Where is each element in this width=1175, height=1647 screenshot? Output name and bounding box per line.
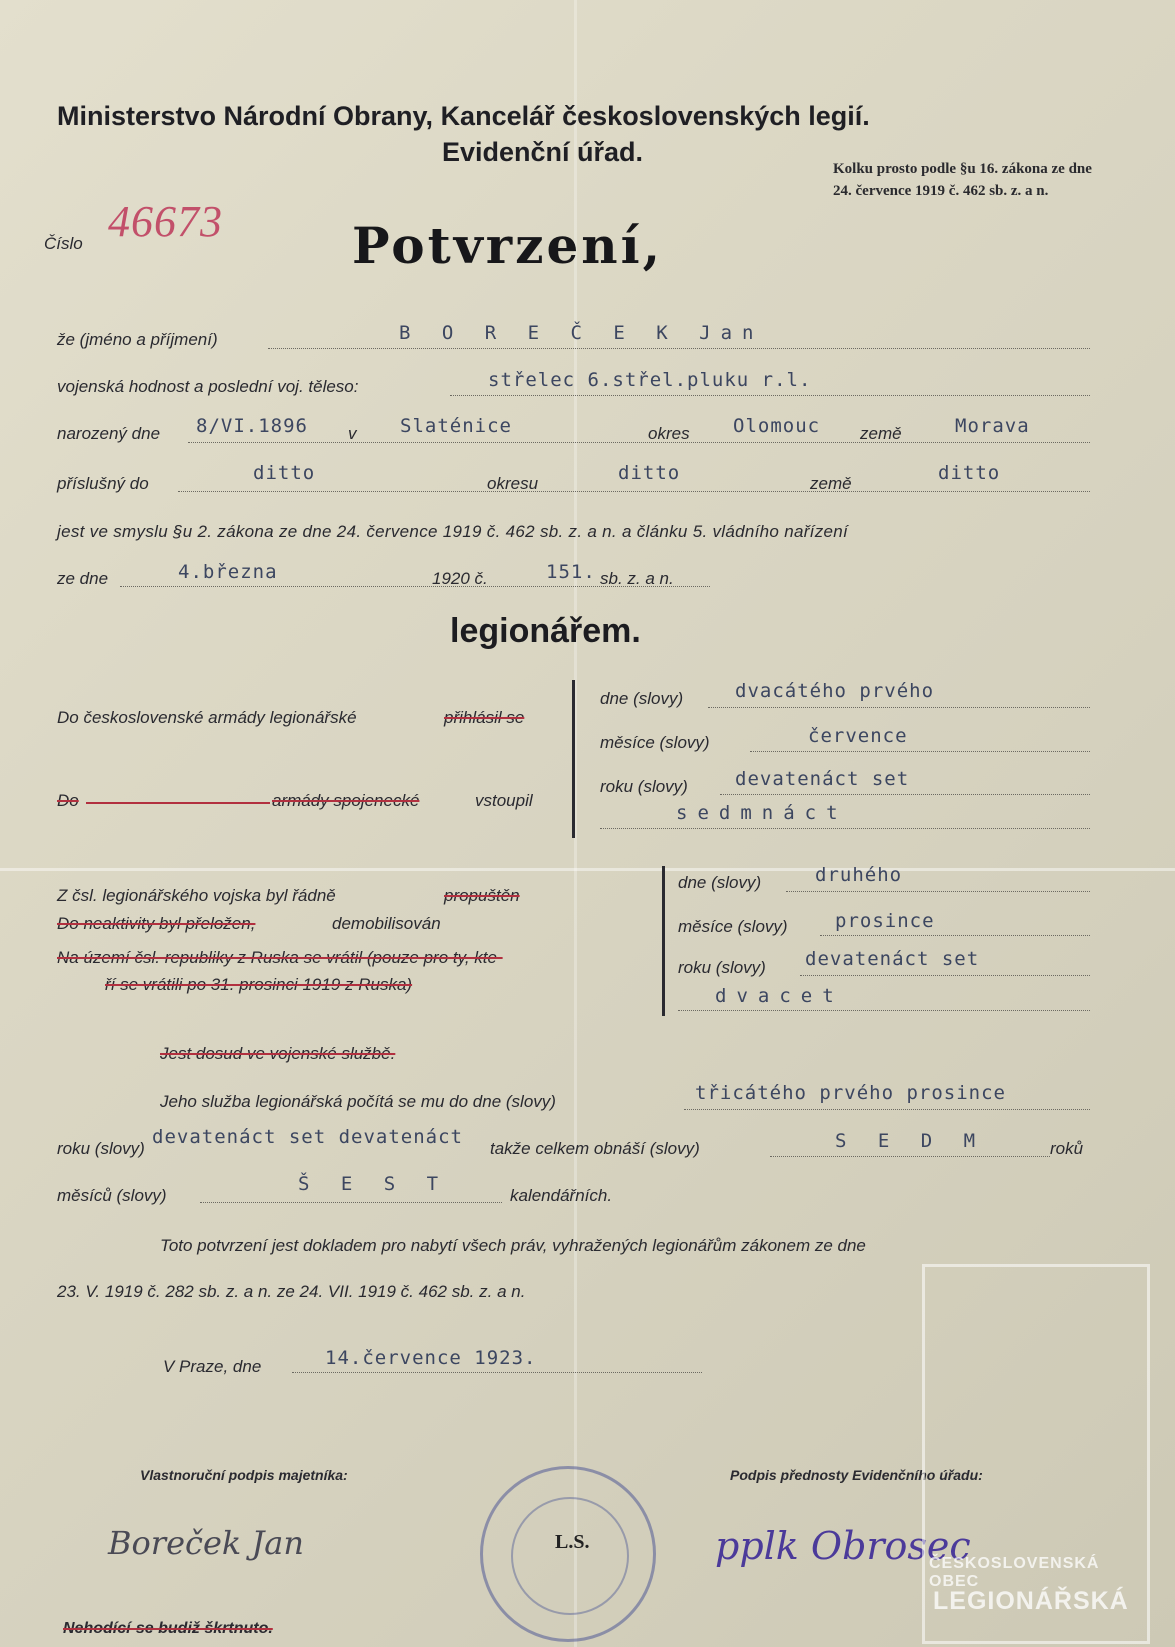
rank-value: střelec 6.střel.pluku r.l. xyxy=(488,369,812,391)
district-label: okres xyxy=(648,424,690,443)
place-date-label: V Praze, dne xyxy=(163,1357,262,1376)
still-serving-struck: Jest dosud ve vojenské službě. xyxy=(160,1044,396,1063)
born-date: 8/VI.1896 xyxy=(196,415,308,437)
service-year-value: devatenáct set devatenáct xyxy=(152,1126,463,1148)
seal-ls-text: L.S. xyxy=(555,1531,590,1553)
validity-line1: Toto potvrzení jest dokladem pro nabytí všech práv, vyhražených legionářům zákonem ze dne xyxy=(160,1236,866,1255)
discharge-year-value1: devatenáct set xyxy=(805,948,980,970)
enlist-year-line2 xyxy=(600,828,1090,829)
enlist-day-value: dvacátého prvého xyxy=(735,680,935,702)
service-total-label: takže celkem obnáší (slovy) xyxy=(490,1139,700,1158)
discharge-line3: Na území čsl. republiky z Ruska se vrátil (pouze pro ty, kte- xyxy=(57,948,503,967)
enlist-month-label: měsíce (slovy) xyxy=(600,733,710,752)
service-counted-label: Jeho služba legionářská počítá se mu do dne (slovy) xyxy=(160,1092,556,1111)
service-months-value: Š E S T xyxy=(298,1173,449,1195)
enlist-year-label: roku (slovy) xyxy=(600,777,688,796)
rank-line xyxy=(450,395,1090,396)
discharge-line1: Z čsl. legionářského vojska byl řádně xyxy=(57,886,336,905)
years-word: roků xyxy=(1050,1139,1084,1158)
born-in-label: v xyxy=(348,424,357,443)
service-months-line xyxy=(200,1202,502,1203)
place-date-line xyxy=(292,1372,702,1373)
service-total-value: S E D M xyxy=(835,1130,986,1152)
enlist-brace xyxy=(572,680,575,838)
belongs-line xyxy=(178,491,1090,492)
country-value: Morava xyxy=(955,415,1030,437)
born-line xyxy=(188,442,1090,443)
legionary-heading: legionářem. xyxy=(450,612,641,650)
belongs-district-label: okresu xyxy=(487,474,539,493)
place-date-value: 14.července 1923. xyxy=(325,1347,537,1369)
law-date-value: 4.března xyxy=(178,561,278,583)
enlist-month-value: července xyxy=(808,725,908,747)
rank-label: vojenská hodnost a poslední voj. těleso: xyxy=(57,377,359,396)
stamp-duty-note: Kolku prosto podle §u 16. zákona ze dne 24. července 1919 č. 462 sb. z. a n. xyxy=(833,161,1092,199)
name-value: B O R E Č E K Jan xyxy=(399,322,764,344)
discharge-day-label: dne (slovy) xyxy=(678,873,762,892)
chief-signature-label: Podpis přednosty Evidenčního úřadu: xyxy=(730,1467,983,1483)
number-label: Číslo xyxy=(44,234,83,253)
watermark-logo xyxy=(922,1264,1150,1644)
enlist-line1-struck: přihlásil se xyxy=(444,708,525,727)
enlist-year-line1 xyxy=(720,794,1090,795)
district-value: Olomouc xyxy=(733,415,821,437)
discharge-year-label: roku (slovy) xyxy=(678,958,766,977)
enlist-line2-struck-a: Do xyxy=(57,791,79,810)
law-number-value: 151. xyxy=(546,561,596,583)
document-number-stamp: 46673 xyxy=(108,197,223,246)
law-sb-label: sb. z. a n. xyxy=(600,569,674,588)
discharge-year-line1 xyxy=(800,975,1090,976)
name-line xyxy=(268,348,1090,349)
owner-signature-label: Vlastnoruční podpis majetníka: xyxy=(140,1467,348,1483)
owner-signature: Boreček Jan xyxy=(108,1524,304,1562)
service-counted-line xyxy=(684,1109,1090,1110)
seal-inner-ring xyxy=(511,1497,629,1615)
belongs-label: příslušný do xyxy=(57,474,149,493)
law-date-label: ze dne xyxy=(57,569,109,588)
born-place: Slaténice xyxy=(400,415,512,437)
service-counted-value: třicátého prvého prosince xyxy=(695,1082,1006,1104)
born-label: narozený dne xyxy=(57,424,161,443)
discharge-year-line2 xyxy=(678,1010,1090,1011)
discharge-line4: ří se vrátili po 31. prosinci 1919 z Ruska) xyxy=(105,975,413,994)
watermark-line2: LEGIONÁŘSKÁ xyxy=(933,1587,1129,1615)
enlist-line2-struck-b: armády spojenecké xyxy=(272,791,420,810)
chief-signature: pplk Obrosec xyxy=(715,1524,971,1568)
discharge-month-value: prosince xyxy=(835,910,935,932)
official-seal xyxy=(480,1466,656,1642)
belongs-country-label: země xyxy=(810,474,852,493)
belongs-value: ditto xyxy=(253,462,316,484)
document-title: Potvrzení, xyxy=(352,216,664,275)
discharge-brace xyxy=(662,866,665,1016)
watermark-line1: ČESKOSLOVENSKÁ OBEC xyxy=(929,1555,1100,1590)
calendar-word: kalendářních. xyxy=(510,1186,613,1205)
enlist-day-label: dne (slovy) xyxy=(600,689,684,708)
country-label: země xyxy=(860,424,902,443)
law-line: jest ve smyslu §u 2. zákona ze dne 24. července 1919 č. 462 sb. z. a n. a článku 5. vládního nařízení xyxy=(57,522,849,541)
service-year-label: roku (slovy) xyxy=(57,1139,145,1158)
header-line1: Ministerstvo Národní Obrany, Kancelář československých legií. xyxy=(57,101,870,131)
enlist-line1-prefix: Do československé armády legionářské xyxy=(57,708,357,727)
discharge-year-value2: dvacet xyxy=(715,985,844,1007)
enlist-line2-rest: vstoupil xyxy=(475,791,533,810)
discharge-day-line xyxy=(786,891,1090,892)
discharge-month-line xyxy=(820,935,1090,936)
service-months-label: měsíců (slovy) xyxy=(57,1186,167,1205)
enlist-day-line xyxy=(708,707,1090,708)
header-line2: Evidenční úřad. xyxy=(442,137,644,167)
strike-line xyxy=(86,802,270,804)
discharge-line1-struck: propuštěn xyxy=(444,886,520,905)
footer-struck-note: Nehodící-se budiž škrtnuto. xyxy=(63,1620,273,1637)
enlist-year-value2: sedmnáct xyxy=(676,802,848,824)
enlist-year-value1: devatenáct set xyxy=(735,768,910,790)
law-year-label: 1920 č. xyxy=(432,569,488,588)
discharge-line2-struck: Do neaktivity byl přeložen, xyxy=(57,914,256,933)
paper-fold-horizontal xyxy=(0,868,1175,871)
validity-line2: 23. V. 1919 č. 282 sb. z. a n. ze 24. VII. 1919 č. 462 sb. z. a n. xyxy=(57,1282,526,1301)
belongs-country-value: ditto xyxy=(938,462,1001,484)
name-label: že (jméno a příjmení) xyxy=(57,330,218,349)
discharge-line2-rest: demobilisován xyxy=(332,914,441,933)
discharge-day-value: druhého xyxy=(815,864,903,886)
belongs-district-value: ditto xyxy=(618,462,681,484)
discharge-month-label: měsíce (slovy) xyxy=(678,917,788,936)
service-total-line xyxy=(770,1156,1050,1157)
enlist-month-line xyxy=(750,751,1090,752)
